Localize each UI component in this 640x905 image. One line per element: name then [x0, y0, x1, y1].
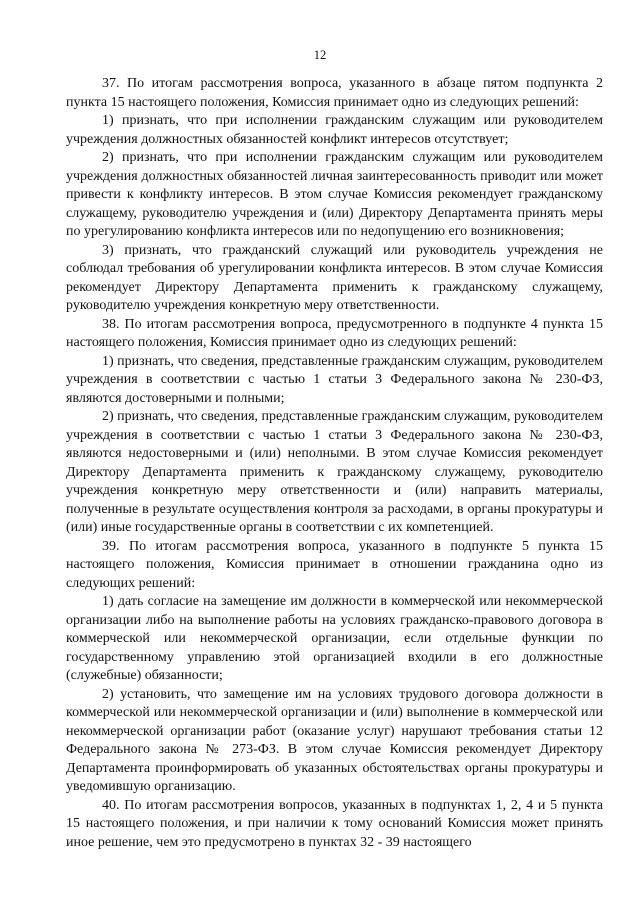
paragraph-37-item-3: 3) признать, что гражданский служащий или руководитель учреждения не соблюдал требования об урегулировании конфликта интересов. В этом случае Комиссия рекомендует Директору Департамента применить к гражданскому служащему, руководителю учреждения конкретную меру ответственности. [66, 242, 603, 313]
paragraph-38: 38. По итогам рассмотрения вопроса, предусмотренного в подпункте 4 пункта 15 настоящего положения, Комиссия принимает одно из следующих решений: [66, 316, 603, 350]
paragraph-37-item-2: 2) признать, что при исполнении гражданским служащим или руководителем учреждения должностных обязанностей личная заинтересованность приводит или может привести к конфликту интересов. В этом случае Комиссия рекомендует гражданскому служащему, руководителю учреждения и (или) Директору Департамента принять меры по урегулированию конфликта интересов или по недопущению его возникновения; [66, 150, 603, 239]
paragraph-39-item-1: 1) дать согласие на замещение им должности в коммерческой или некоммерческой организации либо на выполнение работы на условиях гражданско-правового договора в коммерческой или некоммерческой организации, если отдельные функции по государственному управлению этой организацией входили в его должностные (служебные) обязанности; [66, 594, 603, 683]
paragraph-39: 39. По итогам рассмотрения вопроса, указанного в подпункте 5 пункта 15 настоящего положения, Комиссия принимает в отношении гражданина одно из следующих решений: [66, 538, 603, 591]
page-number: 12 [313, 48, 327, 62]
paragraph-40: 40. По итогам рассмотрения вопросов, указанных в подпунктах 1, 2, 4 и 5 пункта 15 настоящего положения, и при наличии к тому оснований Комиссия может принять иное решение, чем это предусмотрено в пунктах 32 - 39 настоящего [66, 797, 603, 850]
document-body [66, 75, 603, 852]
paragraph-39-item-2: 2) установить, что замещение им на условиях трудового договора должности в коммерческой или некоммерческой организации и (или) выполнение в коммерческой или некоммерческой организации работ (оказание услуг) нарушают требования статьи 12 Федерального закона № 273-ФЗ. В этом случае Комиссия рекомендует Директору Департамента проинформировать об указанных обстоятельствах органы прокуратуры и уведомившую организацию. [66, 686, 603, 794]
paragraph-37-item-1: 1) признать, что при исполнении гражданским служащим или руководителем учреждения должностных обязанностей конфликт интересов отсутствует; [66, 113, 603, 147]
paragraph-37: 37. По итогам рассмотрения вопроса, указанного в абзаце пятом подпункта 2 пункта 15 настоящего положения, Комиссия принимает одно из следующих решений: [66, 76, 603, 110]
paragraph-38-item-1: 1) признать, что сведения, представленные гражданским служащим, руководителем учреждения в соответствии с частью 1 статьи 3 Федерального закона № 230-ФЗ, являются достоверными и полными; [66, 353, 604, 406]
paragraph-38-item-2: 2) признать, что сведения, представленные гражданским служащим, руководителем учреждения в соответствии с частью 1 статьи 3 Федерального закона № 230-ФЗ, являются недостоверными и (или) неполными. В этом случае Комиссия рекомендует Директору Департамента применить к гражданскому служащему, руководителю учреждения конкретную меру ответственности и (или) направить материалы, полученные в результате осуществления контроля за расходами, в органы прокуратуры и (или) иные государственные органы в соответствии с их компетенцией. [66, 409, 604, 535]
